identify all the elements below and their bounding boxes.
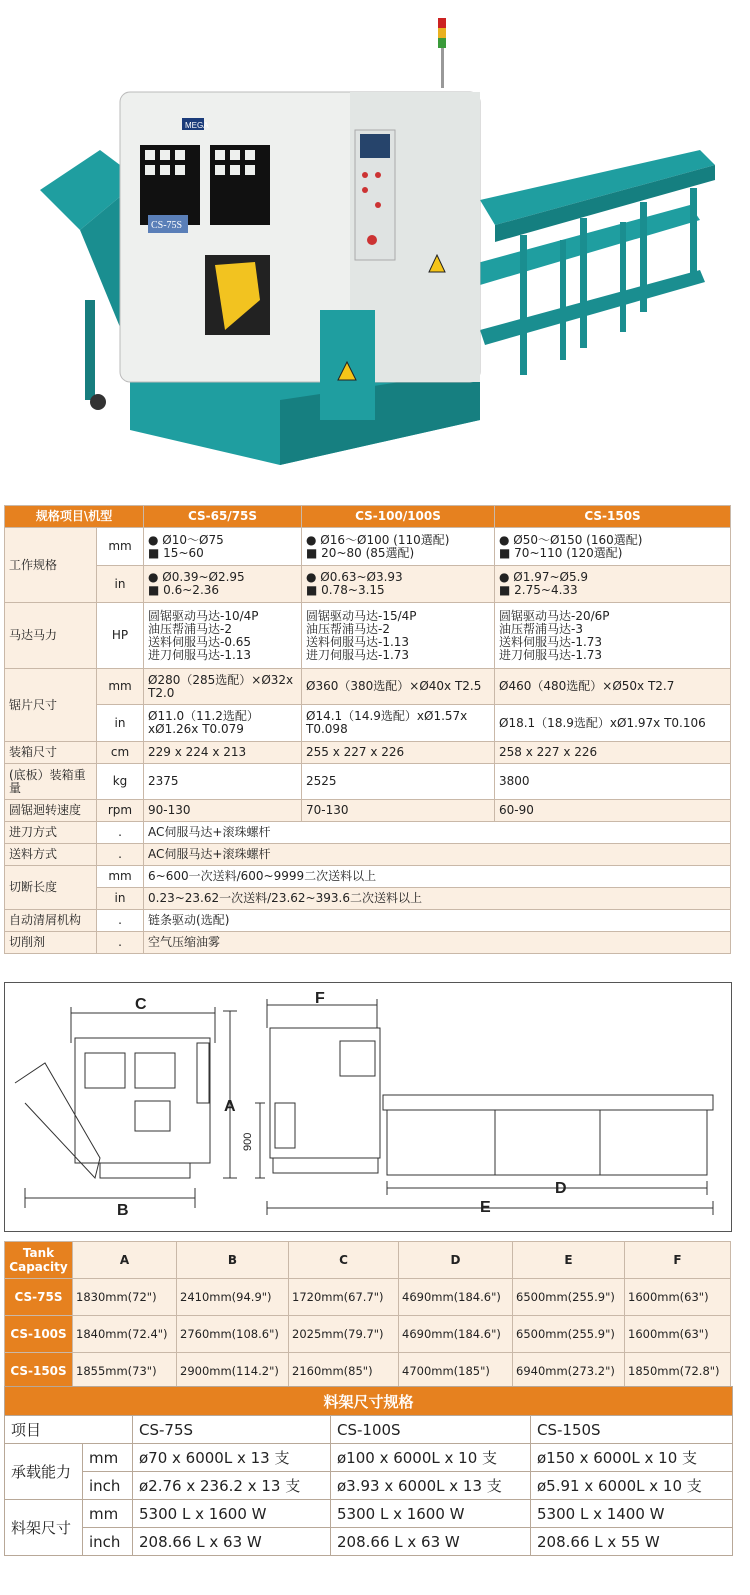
capacity-cell: 1600mm(63") [625,1279,731,1316]
spec-cell: 3800 [495,764,731,800]
spec-unit: kg [97,764,144,800]
spec-cell: AC伺服马达+滚珠螺杆 [144,844,731,866]
spec-unit: . [97,910,144,932]
spec-row [5,866,731,888]
rack-cell: ø70 x 6000L x 13 支 [133,1444,331,1472]
spec-unit: mm [97,528,144,566]
capacity-header: B [177,1242,289,1279]
rack-cell: ø150 x 6000L x 10 支 [531,1444,733,1472]
spec-table [4,505,731,954]
spec-cell: Ø360（380选配）×Ø40x T2.5 [302,669,495,705]
rack-cell: 5300 L x 1600 W [331,1500,531,1528]
spec-cell: ● Ø50～Ø150 (160選配) ■ 70~110 (120選配) [495,528,731,566]
spec-label: 马达马力 [5,603,97,669]
spec-cell: ● Ø16～Ø100 (110選配) ■ 20~80 (85選配) [302,528,495,566]
spec-cell: 空气压缩油雾 [144,932,731,954]
rack-cell: 208.66 L x 63 W [133,1528,331,1556]
spec-cell: ● Ø0.39~Ø2.95 ■ 0.6~2.36 [144,566,302,603]
machine-photo [0,0,750,500]
capacity-cell: 1830mm(72") [73,1279,177,1316]
rack-unit: inch [83,1528,133,1556]
spec-cell: 0.23~23.62一次送料/23.62~393.6二次送料以上 [144,888,731,910]
rack-header-row [5,1416,733,1444]
spec-cell: AC伺服马达+滚珠螺杆 [144,822,731,844]
spec-header-model: CS-100/100S [302,506,495,528]
rack-cell: ø2.76 x 236.2 x 13 支 [133,1472,331,1500]
spec-header-item: 规格项目\机型 [5,506,144,528]
rack-table [4,1386,733,1556]
spec-unit: HP [97,603,144,669]
spec-row [5,528,731,566]
rack-cell: 5300 L x 1400 W [531,1500,733,1528]
spec-label: 送料方式 [5,844,97,866]
rack-cell: ø3.93 x 6000L x 13 支 [331,1472,531,1500]
spec-header-row [5,506,731,528]
spec-row [5,764,731,800]
rack-label: 承载能力 [5,1444,83,1500]
capacity-header: E [513,1242,625,1279]
spec-cell: 258 x 227 x 226 [495,742,731,764]
dim-label-f: F [315,990,325,1007]
spec-label: 工作规格 [5,528,97,603]
spec-cell: 圆锯驱动马达-20/6P 油压帮浦马达-3 送料伺服马达-1.73 进刀伺服马达-1.73 [495,603,731,669]
dim-label-e: E [480,1199,491,1216]
rack-cell: 5300 L x 1600 W [133,1500,331,1528]
capacity-header: D [399,1242,513,1279]
spec-label: 圆锯迴转速度 [5,800,97,822]
spec-cell: 2525 [302,764,495,800]
spec-cell: 圆锯驱动马达-15/4P 油压帮浦马达-2 送料伺服马达-1.13 进刀伺服马达-1.73 [302,603,495,669]
spec-row [5,822,731,844]
capacity-header: Tank Capacity [5,1242,73,1279]
spec-row [5,932,731,954]
capacity-row [5,1316,731,1353]
model-plate: CS-75S [151,220,183,231]
rack-cell: 208.66 L x 55 W [531,1528,733,1556]
capacity-cell: 2025mm(79.7") [289,1316,399,1353]
rack-row [5,1472,733,1500]
spec-unit: in [97,566,144,603]
spec-cell: 链条驱动(选配) [144,910,731,932]
rack-row [5,1528,733,1556]
dim-label-b: B [117,1202,129,1219]
dim-label-c: C [135,996,147,1013]
rack-header: 项目 [5,1416,133,1444]
capacity-row [5,1279,731,1316]
rack-unit: inch [83,1472,133,1500]
capacity-header: F [625,1242,731,1279]
spec-header-model: CS-150S [495,506,731,528]
capacity-cell: 2760mm(108.6") [177,1316,289,1353]
capacity-cell: 6500mm(255.9") [513,1316,625,1353]
spec-cell: 60-90 [495,800,731,822]
spec-unit: cm [97,742,144,764]
rack-cell: ø100 x 6000L x 10 支 [331,1444,531,1472]
capacity-row [5,1353,731,1390]
spec-cell: ● Ø10～Ø75 ■ 15~60 [144,528,302,566]
spec-unit: rpm [97,800,144,822]
spec-label: (底板）装箱重量 [5,764,97,800]
capacity-cell: 2900mm(114.2") [177,1353,289,1390]
capacity-cell: 6940mm(273.2") [513,1353,625,1390]
capacity-cell: 1840mm(72.4") [73,1316,177,1353]
rack-cell: 208.66 L x 63 W [331,1528,531,1556]
spec-unit: . [97,932,144,954]
rack-unit: mm [83,1444,133,1472]
dim-label-a: A [224,1098,236,1115]
spec-label: 切削剂 [5,932,97,954]
rack-cell: ø5.91 x 6000L x 10 支 [531,1472,733,1500]
spec-label: 自动清屑机构 [5,910,97,932]
spec-row [5,669,731,705]
rack-title: 料架尺寸规格 [5,1387,733,1416]
spec-label: 锯片尺寸 [5,669,97,742]
spec-cell: 255 x 227 x 226 [302,742,495,764]
spec-header-model: CS-65/75S [144,506,302,528]
spec-unit: in [97,705,144,742]
rack-header: CS-100S [331,1416,531,1444]
spec-cell: Ø460（480选配）×Ø50x T2.7 [495,669,731,705]
capacity-cell: 4700mm(185") [399,1353,513,1390]
capacity-cell: 4690mm(184.6") [399,1316,513,1353]
spec-cell: ● Ø1.97~Ø5.9 ■ 2.75~4.33 [495,566,731,603]
capacity-cell: 1850mm(72.8") [625,1353,731,1390]
brand-logo: MEGA [185,121,209,130]
capacity-model: CS-150S [5,1353,73,1390]
capacity-cell: 1720mm(67.7") [289,1279,399,1316]
spec-cell: 70-130 [302,800,495,822]
spec-row [5,603,731,669]
spec-cell: Ø18.1（18.9选配）xØ1.97x T0.106 [495,705,731,742]
rack-row [5,1500,733,1528]
spec-unit: . [97,822,144,844]
spec-unit: . [97,844,144,866]
dimension-drawing [4,982,732,1232]
spec-cell: 90-130 [144,800,302,822]
spec-label: 进刀方式 [5,822,97,844]
spec-cell: Ø14.1（14.9选配）xØ1.57x T0.098 [302,705,495,742]
rack-row [5,1444,733,1472]
spec-row [5,566,731,603]
dim-label-height: 900 [242,1132,254,1151]
rack-unit: mm [83,1500,133,1528]
spec-cell: ● Ø0.63~Ø3.93 ■ 0.78~3.15 [302,566,495,603]
rack-label: 料架尺寸 [5,1500,83,1556]
capacity-cell: 2410mm(94.9") [177,1279,289,1316]
spec-row [5,705,731,742]
spec-unit: in [97,888,144,910]
spec-cell: 2375 [144,764,302,800]
capacity-model: CS-100S [5,1316,73,1353]
spec-row [5,800,731,822]
dim-label-d: D [555,1180,567,1197]
capacity-header: C [289,1242,399,1279]
spec-row [5,742,731,764]
spec-cell: 229 x 224 x 213 [144,742,302,764]
capacity-cell: 4690mm(184.6") [399,1279,513,1316]
capacity-model: CS-75S [5,1279,73,1316]
spec-cell: Ø280（285选配）×Ø32x T2.0 [144,669,302,705]
spec-cell: 圆锯驱动马达-10/4P 油压帮浦马达-2 送料伺服马达-0.65 进刀伺服马达-1.13 [144,603,302,669]
spec-row [5,844,731,866]
spec-label: 装箱尺寸 [5,742,97,764]
capacity-cell: 1600mm(63") [625,1316,731,1353]
capacity-cell: 1855mm(73") [73,1353,177,1390]
rack-header: CS-150S [531,1416,733,1444]
capacity-cell: 2160mm(85") [289,1353,399,1390]
spec-unit: mm [97,669,144,705]
rack-title-row [5,1387,733,1416]
spec-cell: 6~600一次送料/600~9999二次送料以上 [144,866,731,888]
spec-row [5,888,731,910]
spec-label: 切断长度 [5,866,97,910]
capacity-header-row [5,1242,731,1279]
rack-header: CS-75S [133,1416,331,1444]
capacity-cell: 6500mm(255.9") [513,1279,625,1316]
capacity-header: A [73,1242,177,1279]
spec-row [5,910,731,932]
spec-unit: mm [97,866,144,888]
capacity-table [4,1241,731,1390]
spec-cell: Ø11.0（11.2选配）xØ1.26x T0.079 [144,705,302,742]
